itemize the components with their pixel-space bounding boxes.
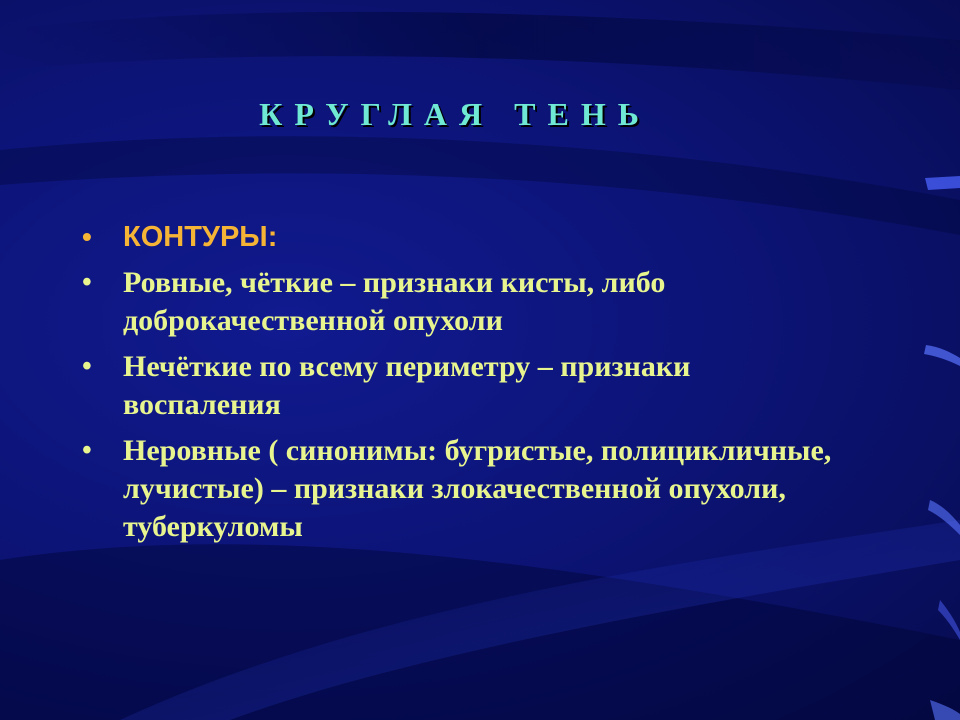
bullet-text: КОНТУРЫ: — [123, 221, 278, 253]
bullet-marker: • — [82, 351, 92, 382]
bullet-text: Неровные ( синонимы: бугристые, полицикличные, лучистые) – признаки злокачественной опухоли, туберкуломы — [123, 434, 832, 543]
bullet-item-uneven — [82, 432, 842, 546]
bullet-list — [82, 218, 842, 554]
bullet-text: Нечёткие по всему периметру – признаки воспаления — [123, 350, 691, 421]
bullet-text: Ровные, чёткие – признаки кисты, либо доброкачественной опухоли — [123, 266, 666, 337]
bullet-marker: • — [82, 267, 92, 298]
bullet-item-unclear — [82, 348, 842, 424]
slide-title: КРУГЛАЯ ТЕНЬ — [259, 96, 651, 132]
bullet-marker: • — [82, 221, 92, 252]
bullet-item-smooth — [82, 264, 842, 340]
bullet-item-contours — [82, 218, 842, 256]
bullet-marker: • — [82, 435, 92, 466]
